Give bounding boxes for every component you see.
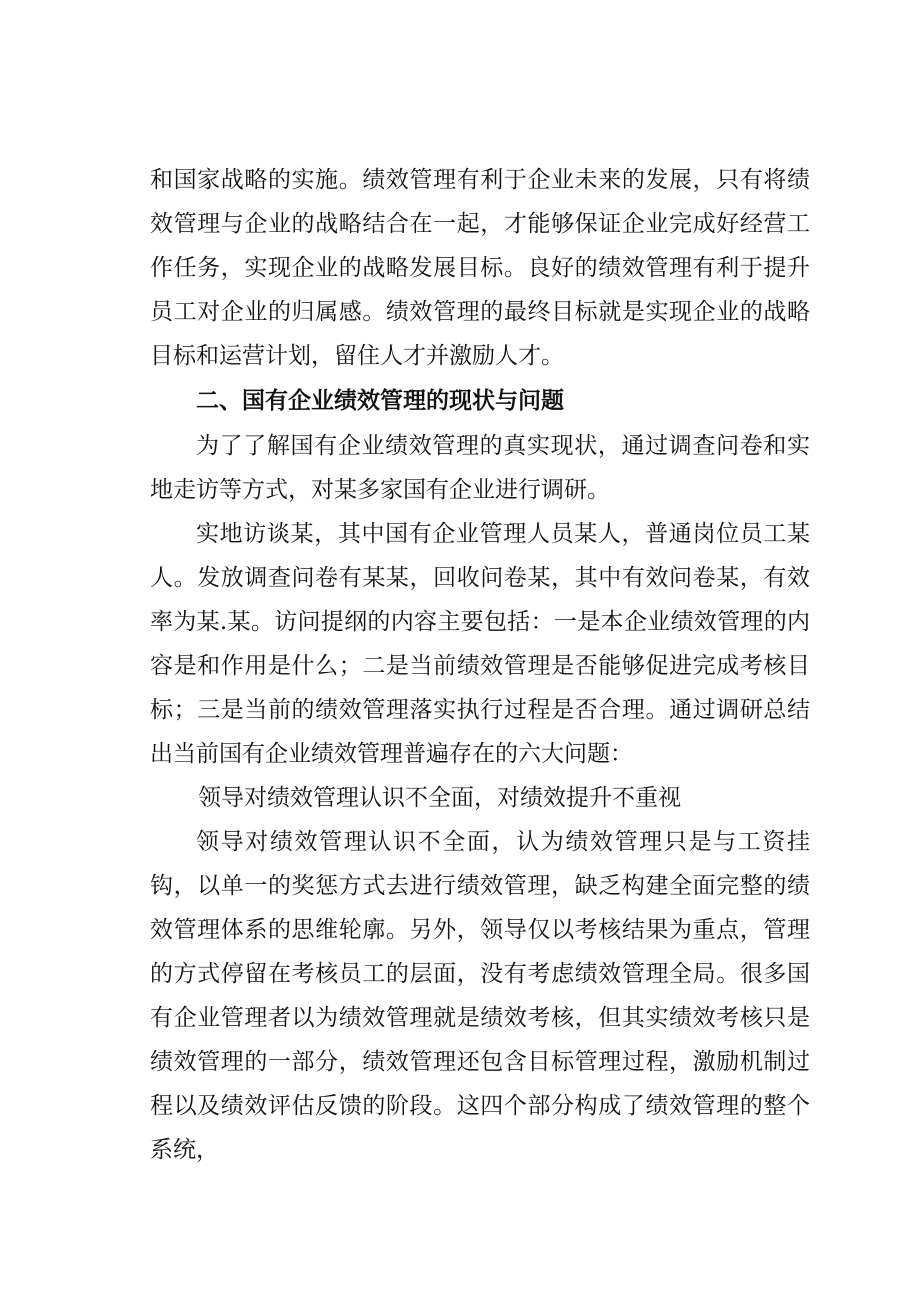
- paragraph-leadership-issue: 领导对绩效管理认识不全面，认为绩效管理只是与工资挂钩，以单一的奖惩方式去进行绩效管理，缺乏构建全面完整的绩效管理体系的思维轮廓。另外，领导仅以考核结果为重点，管理的方式停留在考核员工的层面，没有考虑绩效管理全局。很多国有企业管理者以为绩效管理就是绩效考核，但其实绩效考核只是绩效管理的一部分，绩效管理还包含目标管理过程，激励机制过程以及绩效评估反馈的阶段。这四个部分构成了绩效管理的整个系统，: [150, 829, 810, 1163]
- paragraph-continuation: 和国家战略的实施。绩效管理有利于企业未来的发展，只有将绩效管理与企业的战略结合在一起，才能够保证企业完成好经营工作任务，实现企业的战略发展目标。良好的绩效管理有利于提升员工对企业的归属感。绩效管理的最终目标就是实现企业的战略目标和运营计划，留住人才并激励人才。: [150, 167, 810, 369]
- subsection-heading: 领导对绩效管理认识不全面，对绩效提升不重视: [198, 785, 681, 811]
- section-heading: 二、国有企业绩效管理的现状与问题: [196, 388, 564, 414]
- document-body: [150, 158, 810, 1172]
- paragraph-survey-intro: 为了了解国有企业绩效管理的真实现状，通过调查问卷和实地走访等方式，对某多家国有企业进行调研。: [150, 433, 810, 503]
- paragraph-survey-details: 实地访谈某，其中国有企业管理人员某人，普通岗位员工某人。发放调查问卷有某某，回收问卷某，其中有效问卷某，有效率为某.某。访问提纲的内容主要包括：一是本企业绩效管理的内容是和作用是什么；二是当前绩效管理是否能够促进完成考核目标；三是当前的绩效管理落实执行过程是否合理。通过调研总结出当前国有企业绩效管理普遍存在的六大问题：: [150, 521, 810, 767]
